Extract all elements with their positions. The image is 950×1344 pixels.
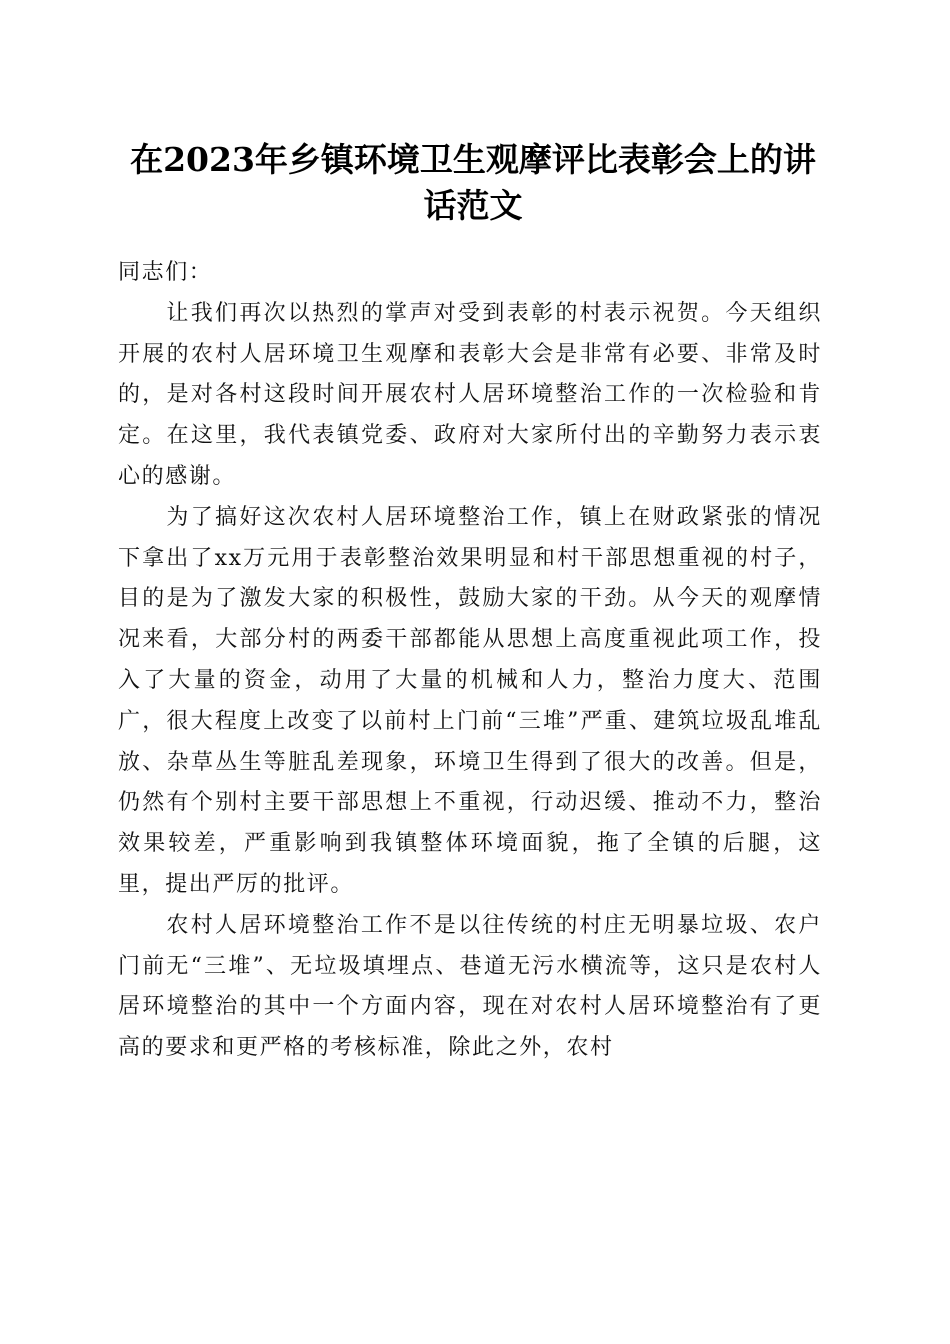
paragraph-2: 为了搞好这次农村人居环境整治工作，镇上在财政紧张的情况下拿出了xx万元用于表彰整治效果明显和村干部思想重视的村子，目的是为了激发大家的积极性，鼓励大家的干劲。从今天的观摩情况来看，大部分村的两委干部都能从思想上高度重视此项工作，投入了大量的资金，动用了大量的机械和人力，整治力度大、范围广，很大程度上改变了以前村上门前“三堆”严重、建筑垃圾乱堆乱放、杂草丛生等脏乱差现象，环境卫生得到了很大的改善。但是，仍然有个别村主要干部思想上不重视，行动迟缓、推动不力，整治效果较差，严重影响到我镇整体环境面貌，拖了全镇的后腿，这里，提出严厉的批评。 [118, 504, 822, 897]
salutation: 同志们： [118, 260, 213, 285]
document-title: 在2023年乡镇环境卫生观摩评比表彰会上的讲话范文 [130, 140, 816, 225]
paragraph-1: 让我们再次以热烈的掌声对受到表彰的村表示祝贺。今天组织开展的农村人居环境卫生观摩和表彰大会是非常有必要、非常及时的，是对各村这段时间开展农村人居环境整治工作的一次检验和肯定。在这里，我代表镇党委、政府对大家所付出的辛勤努力表示衷心的感谢。 [118, 300, 822, 489]
paragraph-3: 农村人居环境整治工作不是以往传统的村庄无明暴垃圾、农户门前无“三堆”、无垃圾填埋点、巷道无污水横流等，这只是农村人居环境整治的其中一个方面内容，现在对农村人居环境整治有了更高的要求和更严格的考核标准，除此之外，农村 [118, 912, 822, 1061]
document-body [118, 253, 822, 1069]
